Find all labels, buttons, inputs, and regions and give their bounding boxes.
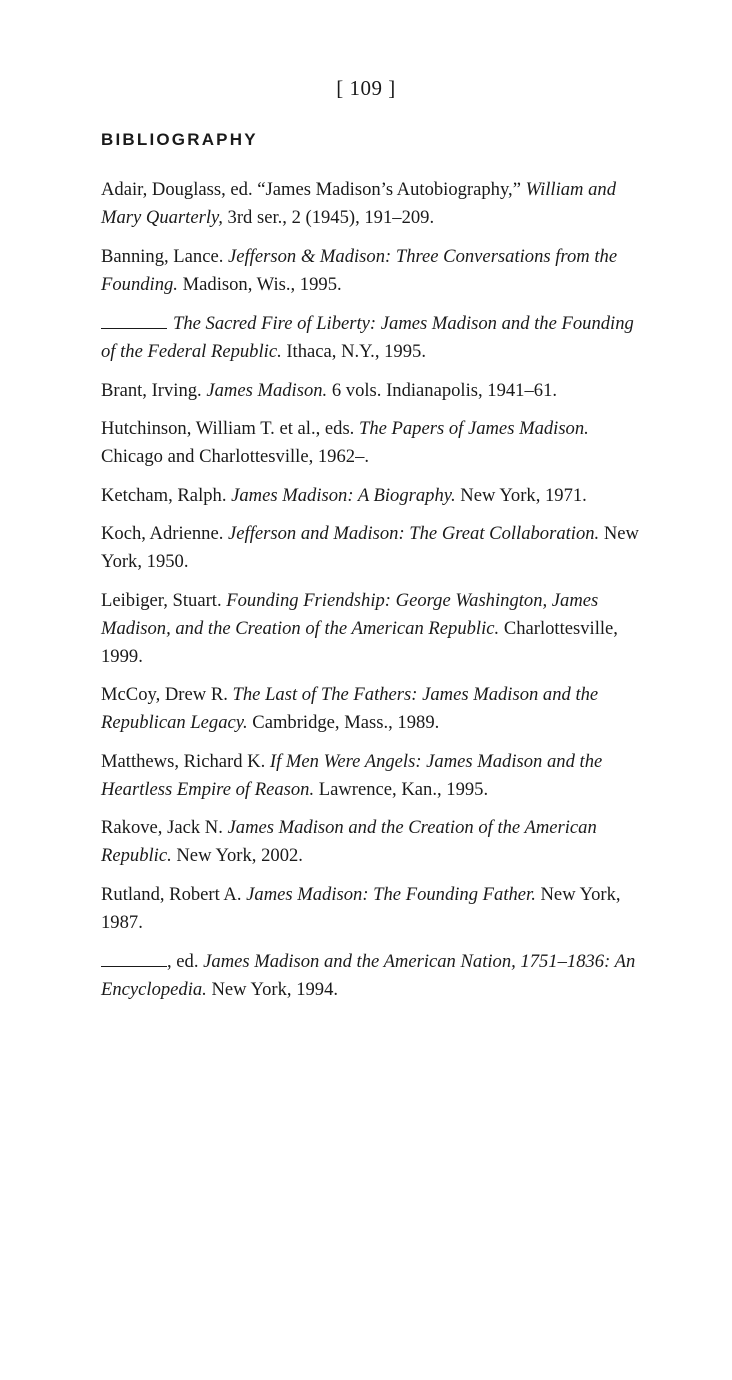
entry-title: If Men Were Angels: James Madison and the Heartless Empire of Reason. — [101, 750, 603, 800]
entry-title: The Sacred Fire of Liberty: James Madison and the Founding of the Federal Republic. — [101, 313, 634, 362]
page-number: [ 109 ] — [336, 76, 396, 100]
bibliography-entry — [101, 947, 641, 1004]
entry-author: Rakove, Jack N. — [101, 817, 228, 838]
bibliography-entry — [101, 243, 641, 299]
entry-publication: New York, 1971. — [455, 484, 587, 506]
entry-publication: Ithaca, N.Y., 1995. — [281, 341, 426, 362]
entry-author: Hutchinson, William T. et al., eds. — [101, 418, 359, 439]
entry-author: Brant, Irving. — [101, 379, 207, 401]
entry-author: Adair, Douglass, ed. “James Madison’s Autobiography,” — [101, 179, 526, 200]
bibliography-entry — [101, 377, 641, 405]
entry-publication: Madison, Wis., 1995. — [177, 273, 342, 295]
entry-author: Matthews, Richard K. — [101, 750, 270, 772]
entry-title: James Madison and the American Nation, 1751–1836: An Encyclopedia. — [101, 951, 636, 1000]
entry-title: James Madison and the Creation of the American Republic. — [101, 817, 597, 866]
entry-title: Jefferson & Madison: Three Conversations from the Founding. — [101, 245, 618, 295]
entry-publication: New York, 1994. — [206, 979, 339, 1000]
entry-author: Ketcham, Ralph. — [101, 484, 232, 506]
entry-title: James Madison: A Biography. — [231, 484, 456, 506]
bibliography-entry — [101, 309, 641, 366]
entry-title: William and Mary Quarterly, — [101, 179, 616, 228]
entry-title: The Last of The Fathers: James Madison and the Republican Legacy. — [101, 684, 599, 733]
bibliography-entry — [101, 482, 641, 510]
entry-title: Founding Friendship: George Washington, James Madison, and the Creation of the American Republic. — [101, 589, 599, 639]
entry-author: Leibiger, Stuart. — [101, 589, 227, 611]
entry-publication: Chicago and Charlottesville, 1962–. — [101, 446, 370, 467]
repeated-author-rule — [101, 309, 167, 329]
entry-title: James Madison: The Founding Father. — [246, 883, 536, 905]
entry-author: Banning, Lance. — [101, 245, 229, 267]
entry-publication: New York, 2002. — [171, 845, 303, 866]
entry-title: James Madison. — [206, 379, 328, 401]
bibliography-list — [101, 176, 641, 1015]
entry-publication: New York, 1987. — [101, 883, 621, 933]
section-heading: BIBLIOGRAPHY — [101, 130, 258, 149]
entry-publication: 3rd ser., 2 (1945), 191–209. — [222, 207, 435, 228]
bibliography-entry — [101, 176, 641, 232]
entry-author: Rutland, Robert A. — [101, 883, 247, 905]
entry-publication: Cambridge, Mass., 1989. — [247, 712, 440, 733]
entry-author: McCoy, Drew R. — [101, 684, 233, 705]
entry-publication: Lawrence, Kan., 1995. — [314, 778, 489, 800]
bibliography-entry — [101, 814, 641, 870]
bibliography-entry — [101, 415, 641, 471]
entry-title: Jefferson and Madison: The Great Collaboration. — [228, 523, 600, 544]
bibliography-entry — [101, 681, 641, 737]
entry-title: The Papers of James Madison. — [358, 418, 589, 439]
entry-author: Koch, Adrienne. — [101, 523, 229, 544]
bibliography-entry — [101, 520, 641, 576]
entry-publication: 6 vols. Indianapolis, 1941–61. — [327, 379, 558, 401]
entry-publication: Charlottesville, 1999. — [101, 617, 618, 667]
entry-author: , ed. — [167, 951, 204, 972]
repeated-author-rule — [101, 947, 167, 967]
entry-publication: New York, 1950. — [101, 523, 639, 572]
bibliography-entry — [101, 881, 641, 937]
bibliography-entry — [101, 748, 641, 804]
bibliography-entry — [101, 587, 641, 671]
